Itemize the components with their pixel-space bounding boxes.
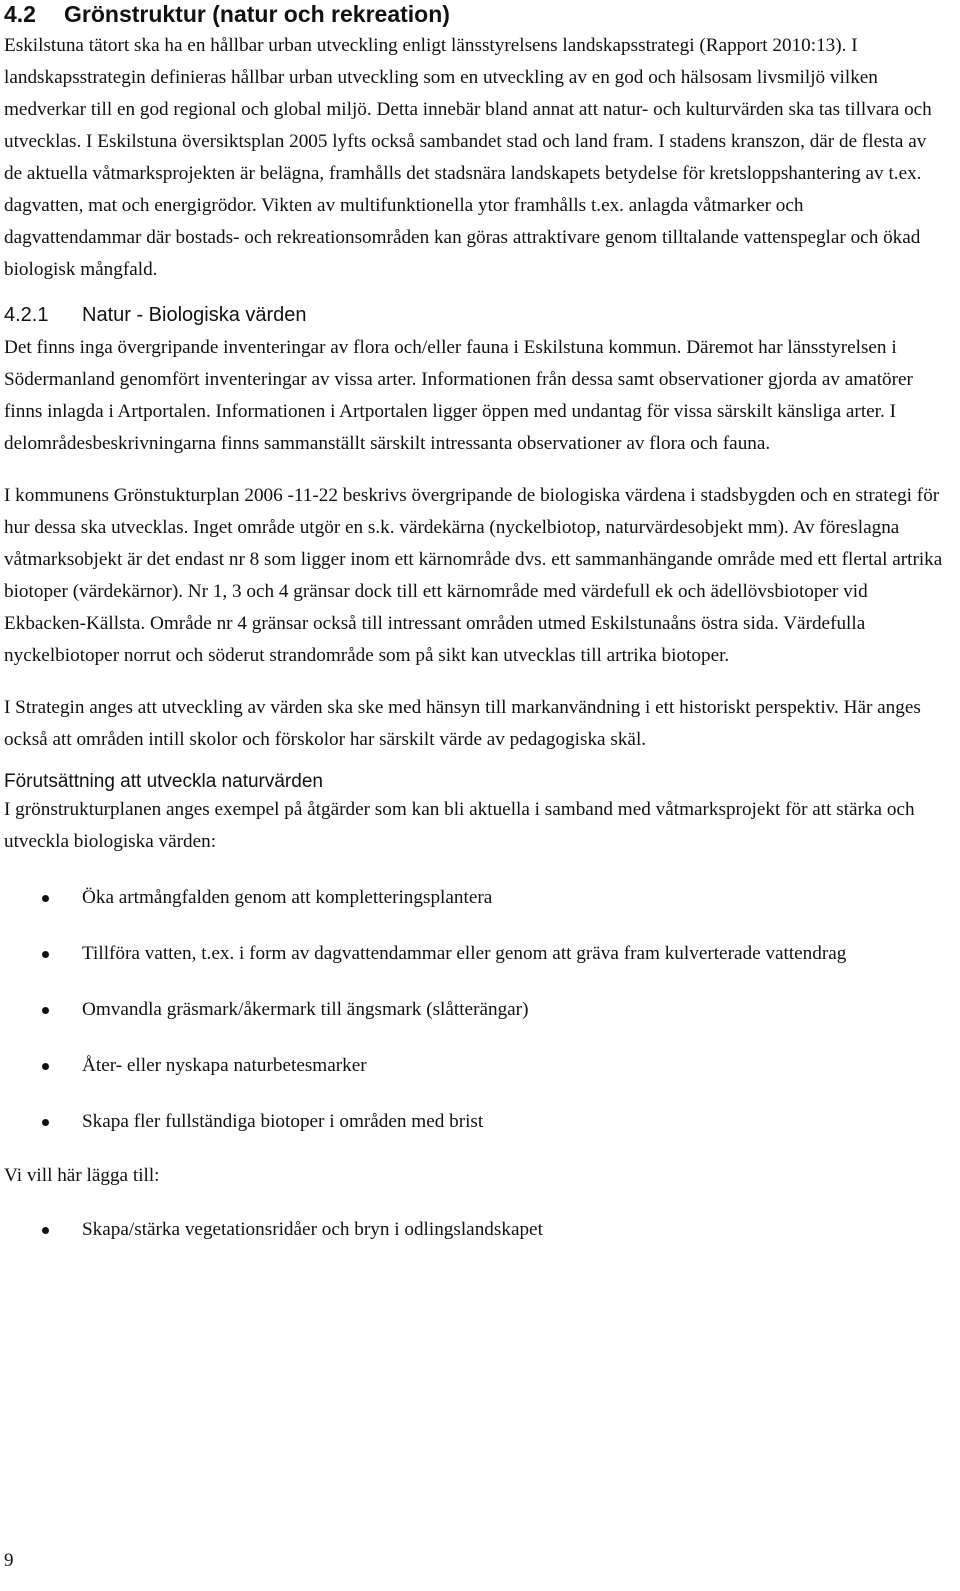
- minor-heading: Förutsättning att utveckla naturvärden: [4, 771, 323, 792]
- paragraph-gap: [4, 672, 944, 692]
- list-item-text: Öka artmångfalden genom att kompletteringsplantera: [82, 887, 493, 908]
- list-item-text: Tillföra vatten, t.ex. i form av dagvattendammar eller genom att gräva fram kulverterade vattendrag: [82, 943, 847, 964]
- list-item: [4, 882, 944, 914]
- subsection-paragraph-1: Det finns inga övergripande inventeringar av flora och/eller fauna i Eskilstuna kommun. Däremot har länsstyrelsen i Södermanland genomfört inventeringar av vissa arter. Informationen från dessa samt observationer gjorda av amatörer finns inlagda i Artportalen. Informationen i Artportalen ligger öppen med undantag för vissa särskilt känsliga arter. I delområdesbeskrivningarna finns sammanställt särskilt intressanta observationer av flora och fauna.: [4, 337, 913, 454]
- list-item-text: Åter- eller nyskapa naturbetesmarker: [82, 1055, 367, 1076]
- list-item-text: Omvandla gräsmark/åkermark till ängsmark (slåtterängar): [82, 999, 529, 1020]
- bullet-icon: [42, 895, 49, 902]
- addition-intro: Vi vill här lägga till:: [4, 1165, 160, 1186]
- list-item: [4, 1050, 944, 1082]
- list-item: [4, 1214, 944, 1246]
- subsection-heading: [4, 302, 944, 332]
- section-number: 4.2: [4, 1, 36, 27]
- subsection-title: Natur - Biologiska värden: [82, 304, 307, 326]
- list-item: [4, 994, 944, 1026]
- section-paragraph: Eskilstuna tätort ska ha en hållbar urban utveckling enligt länsstyrelsens landskapsstrategi (Rapport 2010:13). I landskapsstrategin definieras hållbar urban utveckling som en utveckling av en god och hälsosam livsmiljö vilken medverkar till en god regional och global miljö. Detta innebär bland annat att natur- och kulturvärden ska tas tillvara och utvecklas. I Eskilstuna översiktsplan 2005 lyfts också sambandet stad och land fram. I stadens kranszon, där de flesta av de aktuella våtmarksprojekten är belägna, framhålls det stadsnära landskapets betydelse för kretsloppshantering av t.ex. dagvatten, mat och energigrödor. Vikten av multifunktionella ytor framhålls t.ex. anlagda våtmarker och dagvattendammar där bostads- och rekreationsområden kan göras attraktivare genom tilltalande vattenspeglar och ökad biologisk mångfald.: [4, 35, 932, 280]
- section-title: Grönstruktur (natur och rekreation): [64, 1, 450, 27]
- bullet-icon: [42, 1063, 49, 1070]
- document-page: [4, 0, 944, 1246]
- subsection-number: 4.2.1: [4, 304, 49, 326]
- list-item: [4, 1106, 944, 1138]
- minor-intro: I grönstrukturplanen anges exempel på åtgärder som kan bli aktuella i samband med våtmarksprojekt för att stärka och utveckla biologiska värden:: [4, 799, 915, 852]
- subsection-paragraph-3: I Strategin anges att utveckling av värden ska ske med hänsyn till markanvändning i ett historiskt perspektiv. Här anges också att områden intill skolor och förskolor har särskilt värde av pedagogiska skäl.: [4, 697, 921, 750]
- bullet-icon: [42, 1119, 49, 1126]
- bullet-icon: [42, 1227, 49, 1234]
- list-item-text: Skapa fler fullständiga biotoper i områden med brist: [82, 1111, 484, 1132]
- section-heading: [4, 0, 944, 30]
- paragraph-gap: [4, 460, 944, 480]
- list-item-text: Skapa/stärka vegetationsridåer och bryn i odlingslandskapet: [82, 1219, 543, 1240]
- page-number: 9: [4, 1550, 14, 1571]
- measures-list: [4, 882, 944, 1138]
- list-item: [4, 938, 944, 970]
- subsection-paragraph-2: I kommunens Grönstukturplan 2006 -11-22 beskrivs övergripande de biologiska värdena i stadsbygden och en strategi för hur dessa ska utvecklas. Inget område utgör en s.k. värdekärna (nyckelbiotop, naturvärdesobjekt mm). Av föreslagna våtmarksobjekt är det endast nr 8 som ligger inom ett kärnområde dvs. ett sammanhängande område med ett flertal artrika biotoper (värdekärnor). Nr 1, 3 och 4 gränsar dock till ett kärnområde med värdefull ek och ädellövsbiotoper vid Ekbacken-Källsta. Område nr 4 gränsar också till intressant områden utmed Eskilstunaåns östra sida. Värdefulla nyckelbiotoper norrut och söderut strandområde som på sikt kan utvecklas till artrika biotoper.: [4, 485, 943, 666]
- bullet-icon: [42, 1007, 49, 1014]
- bullet-icon: [42, 951, 49, 958]
- addition-list: [4, 1214, 944, 1246]
